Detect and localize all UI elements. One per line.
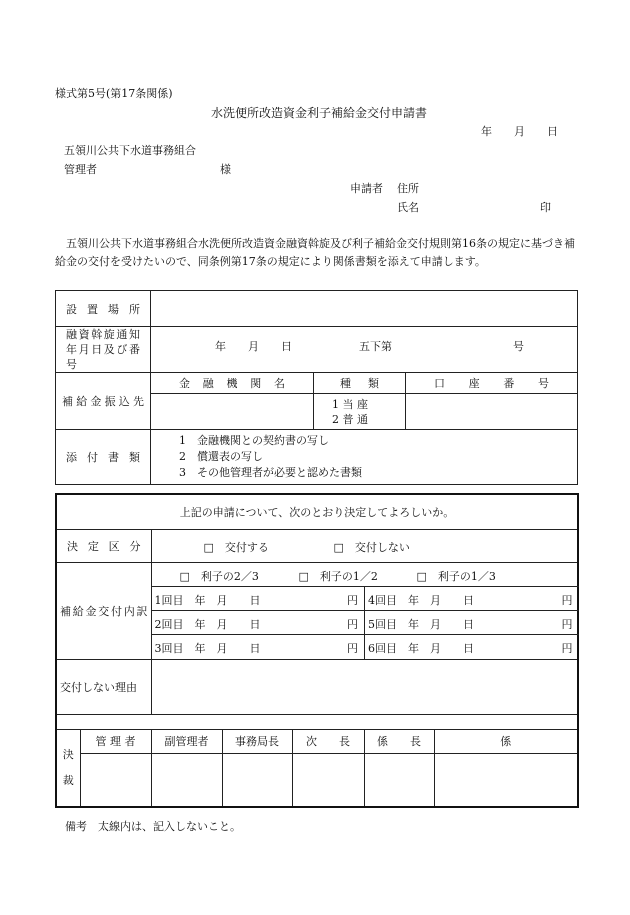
seal-box-staff[interactable] [434, 753, 578, 807]
type-option-savings: 2 普 通 [332, 412, 368, 426]
spacer-row [56, 714, 578, 729]
name-label: 氏名 [397, 201, 419, 214]
application-table [55, 290, 578, 485]
seal-box-deputy-director[interactable] [292, 753, 364, 807]
seal-mark: 印 [540, 201, 551, 214]
decision-options[interactable] [151, 529, 578, 562]
no-grant-reason-input[interactable] [151, 659, 578, 714]
form-title: 水洗便所改造資金利子補給金交付申請書 [211, 106, 428, 120]
seal-box-deputy-manager[interactable] [151, 753, 222, 807]
bank-input[interactable] [151, 394, 314, 430]
option-grant[interactable]: □ 交付する [203, 540, 269, 554]
decision-header: 上記の申請について、次のとおり決定してよろしいか。 [56, 494, 578, 529]
kessai-label: 決 裁 [56, 729, 80, 807]
ratio-one-half[interactable]: □ 利子の1／2 [298, 569, 378, 583]
seal-box-secretary-general[interactable] [222, 753, 292, 807]
approver-deputy-director: 次 長 [292, 729, 364, 753]
date-line: 年 月 日 [481, 125, 558, 138]
attach-label: 添付書類 [56, 430, 151, 485]
address-label: 住所 [397, 182, 419, 195]
installment-5[interactable]: 5回目 年 月 日 円 [365, 611, 579, 635]
type-option-checking: 1 当 座 [332, 397, 368, 411]
addressee-sama: 様 [220, 163, 231, 176]
notice-date-number[interactable] [151, 327, 578, 373]
breakdown-label: 補給金交付内訳 [56, 562, 151, 659]
addressee-role: 管理者 [64, 163, 97, 176]
ratio-row[interactable] [152, 563, 579, 587]
attachment-item: 2 償還表の写し [179, 450, 263, 463]
form-number: 様式第5号(第17条関係) [55, 87, 173, 100]
location-label: 設置場所 [56, 291, 151, 327]
account-input[interactable] [406, 394, 578, 430]
notice-no-suffix: 号 [513, 340, 524, 353]
body-paragraph: 五領川公共下水道事務組合水洗便所改造資金融資斡旋及び利子補給金交付規則第16条の規定に基づき補給金の交付を受けたいので、同条例第17条の規定により関係書類を添えて申請します。 [55, 237, 575, 268]
addressee-org: 五領川公共下水道事務組合 [64, 144, 196, 157]
notice-date: 年 月 日 [215, 340, 292, 353]
installment-2[interactable]: 2回目 年 月 日 円 [152, 611, 365, 635]
option-no-grant[interactable]: □ 交付しない [333, 540, 410, 554]
location-input[interactable] [151, 291, 578, 327]
bank-header: 金融機関名 [151, 373, 314, 394]
ratio-two-thirds[interactable]: □ 利子の2／3 [179, 569, 259, 583]
decision-label: 決定区分 [56, 529, 151, 562]
notice-label: 融資斡旋通知 年月日及び番号 [56, 327, 151, 373]
approver-manager: 管 理 者 [80, 729, 151, 753]
attachment-item: 3 その他管理者が必要と認めた書類 [179, 466, 362, 479]
attachment-item: 1 金融機関との契約書の写し [179, 434, 329, 447]
approver-deputy-manager: 副管理者 [151, 729, 222, 753]
attachments-list [151, 430, 578, 485]
notice-no-prefix: 五下第 [359, 340, 392, 353]
type-header: 種類 [314, 373, 406, 394]
approver-section-chief: 係 長 [364, 729, 434, 753]
approver-secretary-general: 事務局長 [222, 729, 292, 753]
applicant-label: 申請者 [350, 182, 383, 195]
account-type[interactable] [314, 394, 406, 430]
seal-box-manager[interactable] [80, 753, 151, 807]
installment-4[interactable]: 4回目 年 月 日 円 [365, 587, 579, 611]
account-header: 口座番号 [406, 373, 578, 394]
breakdown-grid [152, 563, 579, 659]
approver-staff: 係 [434, 729, 578, 753]
footnote: 備考 太線内は、記入しないこと。 [65, 820, 241, 833]
seal-box-section-chief[interactable] [364, 753, 434, 807]
decision-table [55, 493, 579, 808]
transfer-label: 補給金振込先 [56, 373, 151, 430]
no-grant-reason-label: 交付しない理由 [56, 659, 151, 714]
ratio-one-third[interactable]: □ 利子の1／3 [416, 569, 496, 583]
installment-1[interactable]: 1回目 年 月 日 円 [152, 587, 365, 611]
installment-6[interactable]: 6回目 年 月 日 円 [368, 642, 573, 655]
breakdown-cell [151, 562, 578, 659]
installment-3[interactable]: 3回目 年 月 日 円 [152, 635, 365, 659]
